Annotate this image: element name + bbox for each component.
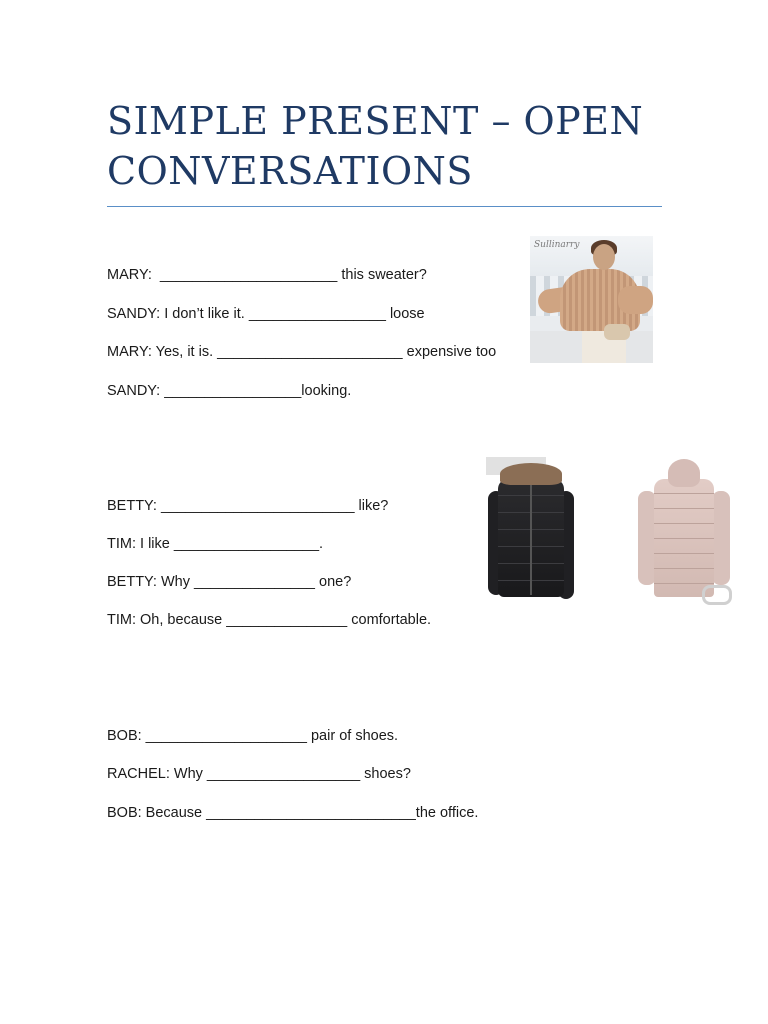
black-jacket-photo	[486, 455, 578, 607]
conversation2-line-1: BETTY: ________________________ like?	[107, 498, 389, 514]
page-title	[107, 96, 667, 196]
conversation3-line-3: BOB: Because __________________________the office.	[107, 805, 479, 821]
conversation3-line-2: RACHEL: Why ___________________ shoes?	[107, 766, 411, 782]
conversation3-line-1: BOB: ____________________ pair of shoes.	[107, 728, 399, 744]
photo-watermark: Sullinarry	[534, 240, 580, 250]
title-line-1: SIMPLE PRESENT – OPEN	[107, 99, 644, 143]
conversation1-line-1: MARY: ______________________ this sweater?	[107, 267, 427, 283]
conversation2-line-4: TIM: Oh, because _______________ comfortable.	[107, 612, 432, 628]
conversation2-line-3: BETTY: Why _______________ one?	[107, 574, 352, 590]
conversation1-line-3: MARY: Yes, it is. _______________________ expensive too	[107, 344, 497, 360]
title-line-2: CONVERSATIONS	[107, 149, 473, 193]
pink-coat-photo	[632, 455, 736, 607]
conversation2-line-2: TIM: I like __________________.	[107, 536, 324, 552]
conversation1-line-2: SANDY: I don’t like it. _________________ loose	[107, 306, 425, 322]
woman-sweater-photo	[530, 236, 653, 363]
conversation1-line-4: SANDY: _________________looking.	[107, 383, 352, 399]
title-underline	[107, 206, 662, 207]
